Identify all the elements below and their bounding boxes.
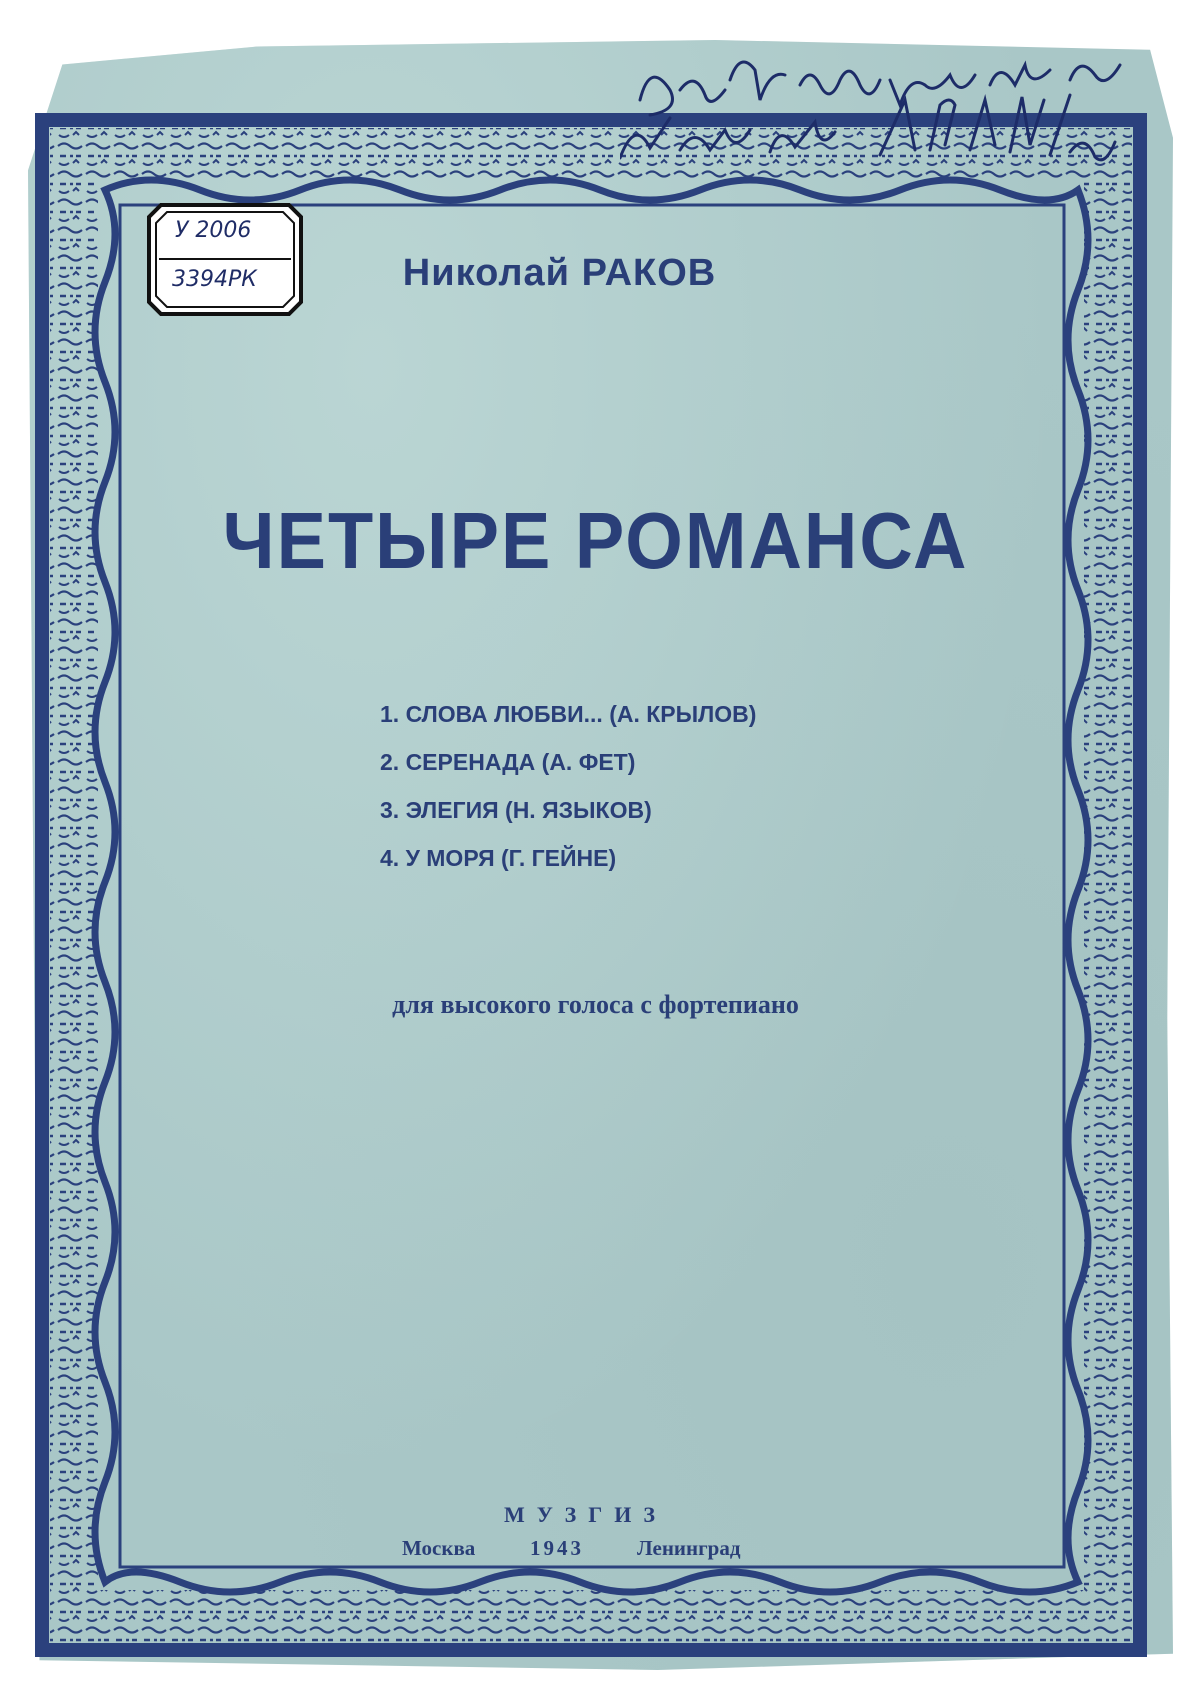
romance-item-1: 1. СЛОВА ЛЮБВИ... (А. КРЫЛОВ) <box>380 701 757 727</box>
handwritten-inscription <box>620 40 1140 190</box>
composer-last-name: РАКОВ <box>581 252 717 294</box>
stamp-inventory-number: 3394РК <box>172 267 257 292</box>
romance-item-4: 4. У МОРЯ (Г. ГЕЙНЕ) <box>380 845 617 871</box>
romance-list <box>380 690 756 882</box>
imprint-year: 1943 <box>530 1536 584 1560</box>
stamp-shelf-code: У 2006 <box>175 218 252 243</box>
instrumentation-subtitle: для высокого голоса с фортепиано <box>392 990 799 1019</box>
romance-item-2: 2. СЕРЕНАДА (А. ФЕТ) <box>380 749 636 775</box>
composer-first-name: Николай <box>402 252 570 294</box>
romance-item-3: 3. ЭЛЕГИЯ (Н. ЯЗЫКОВ) <box>380 797 652 823</box>
imprint-city-leningrad: Ленинград <box>637 1536 741 1560</box>
imprint-city-moscow: Москва <box>402 1536 476 1560</box>
work-title: ЧЕТЫРЕ РОМАНСА <box>222 495 969 586</box>
publisher-name: МУЗГИЗ <box>504 1502 667 1527</box>
composer-name <box>0 252 1155 295</box>
